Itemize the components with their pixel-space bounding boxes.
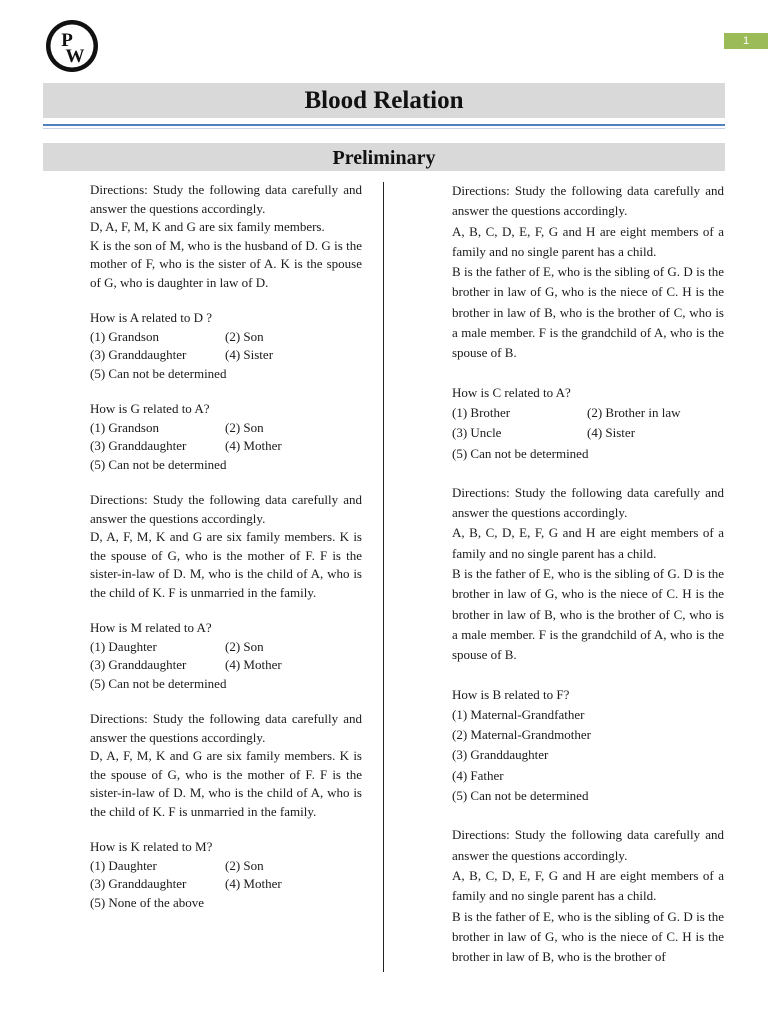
passage-text: B is the father of E, who is the sibling of G. D is the brother in law of G, who is the niece of C. H is the brother in law of B, who is the brother of [452, 908, 724, 965]
question-text: How is B related to F? [452, 686, 570, 702]
title-underline [43, 124, 725, 126]
option: (4) Mother [225, 438, 282, 453]
option: (1) Daughter [90, 857, 157, 873]
option: (1) Grandson [90, 328, 159, 344]
option: (5) Can not be determined [90, 456, 227, 472]
passage-text: D, A, F, M, K and G are six family members. [90, 219, 325, 234]
passage-text: B is the father of E, who is the sibling of G. D is the brother in law of G, who is the niece of C. H is the brother in law of B, who is the brother of C, who is a male member. F is the grandchild of A, who is the spouse of B. [452, 566, 724, 663]
right-column [452, 181, 724, 967]
directions-text: Directions: Study the following data carefully and answer the questions accordingly. [452, 827, 724, 863]
option: (3) Granddaughter [90, 438, 187, 453]
svg-text:P: P [61, 30, 73, 51]
option: (1) Daughter [90, 638, 157, 654]
section-heading: Preliminary [43, 143, 725, 171]
option: (1) Maternal-Grandfather [452, 706, 585, 722]
directions-text: Directions: Study the following data carefully and answer the questions accordingly. [452, 484, 724, 521]
option: (3) Granddaughter [90, 347, 187, 362]
svg-text:W: W [65, 46, 85, 67]
option: (5) None of the above [90, 894, 205, 910]
page-number: 1 [724, 33, 768, 49]
question-text: How is C related to A? [452, 384, 571, 400]
option: (5) Can not be determined [452, 788, 589, 804]
passage-text: A, B, C, D, E, F, G and H are eight members of a family and no single parent has a child. [452, 525, 724, 561]
option: (4) Sister [587, 425, 636, 441]
directions-text: Directions: Study the following data carefully and answer the questions accordingly. [90, 182, 362, 216]
option: (4) Mother [225, 657, 282, 672]
question-text: How is A related to D ? [90, 310, 213, 325]
page-title: Blood Relation [43, 83, 725, 118]
option: (2) Brother in law [587, 404, 681, 420]
title-underline-light [43, 128, 725, 129]
passage-text: A, B, C, D, E, F, G and H are eight members of a family and no single parent has a child. [452, 223, 724, 259]
passage-text: K is the son of M, who is the husband of D. G is the mother of F, who is the sister of A. K is the spouse of G, who is daughter in law of D. [90, 237, 362, 290]
passage-text: D, A, F, M, K and G are six family members. K is the spouse of G, who is the mother of F. F is the sister-in-law of D. M, who is the child of A, who is the child of K. F is unmarried in the family. [90, 748, 362, 819]
option: (2) Son [225, 638, 264, 654]
option: (4) Father [452, 767, 504, 783]
question-text: How is M related to A? [90, 620, 212, 635]
column-divider [383, 182, 384, 972]
question-text: How is G related to A? [90, 401, 210, 416]
option: (3) Granddaughter [90, 876, 187, 891]
option: (1) Brother [452, 404, 511, 420]
question-text: How is K related to M? [90, 839, 213, 854]
option: (2) Son [225, 419, 264, 435]
passage-text: A, B, C, D, E, F, G and H are eight members of a family and no single parent has a child. [452, 867, 724, 904]
option: (2) Son [225, 328, 264, 344]
left-column [90, 181, 362, 912]
option: (3) Granddaughter [452, 747, 549, 763]
option: (4) Sister [225, 347, 274, 362]
directions-text: Directions: Study the following data carefully and answer the questions accordingly. [90, 492, 362, 526]
option: (5) Can not be determined [90, 365, 227, 381]
directions-text: Directions: Study the following data carefully and answer the questions accordingly. [452, 183, 724, 219]
option: (2) Son [225, 857, 264, 873]
directions-text: Directions: Study the following data carefully and answer the questions accordingly. [90, 711, 362, 745]
option: (1) Grandson [90, 419, 159, 435]
passage-text: B is the father of E, who is the sibling of G. D is the brother in law of G, who is the niece of C. H is the brother in law of B, who is the brother of C, who is a male member. F is the grandchild of A, who is the spouse of B. [452, 264, 724, 361]
option: (3) Granddaughter [90, 657, 187, 672]
option: (5) Can not be determined [452, 445, 589, 461]
option: (4) Mother [225, 876, 282, 891]
option: (5) Can not be determined [90, 675, 227, 691]
pw-logo [44, 18, 100, 74]
option: (2) Maternal-Grandmother [452, 727, 591, 743]
passage-text: D, A, F, M, K and G are six family members. K is the spouse of G, who is the mother of F. F is the sister-in-law of D. M, who is the child of A, who is the child of K. F is unmarried in the family. [90, 529, 362, 600]
option: (3) Uncle [452, 425, 502, 441]
